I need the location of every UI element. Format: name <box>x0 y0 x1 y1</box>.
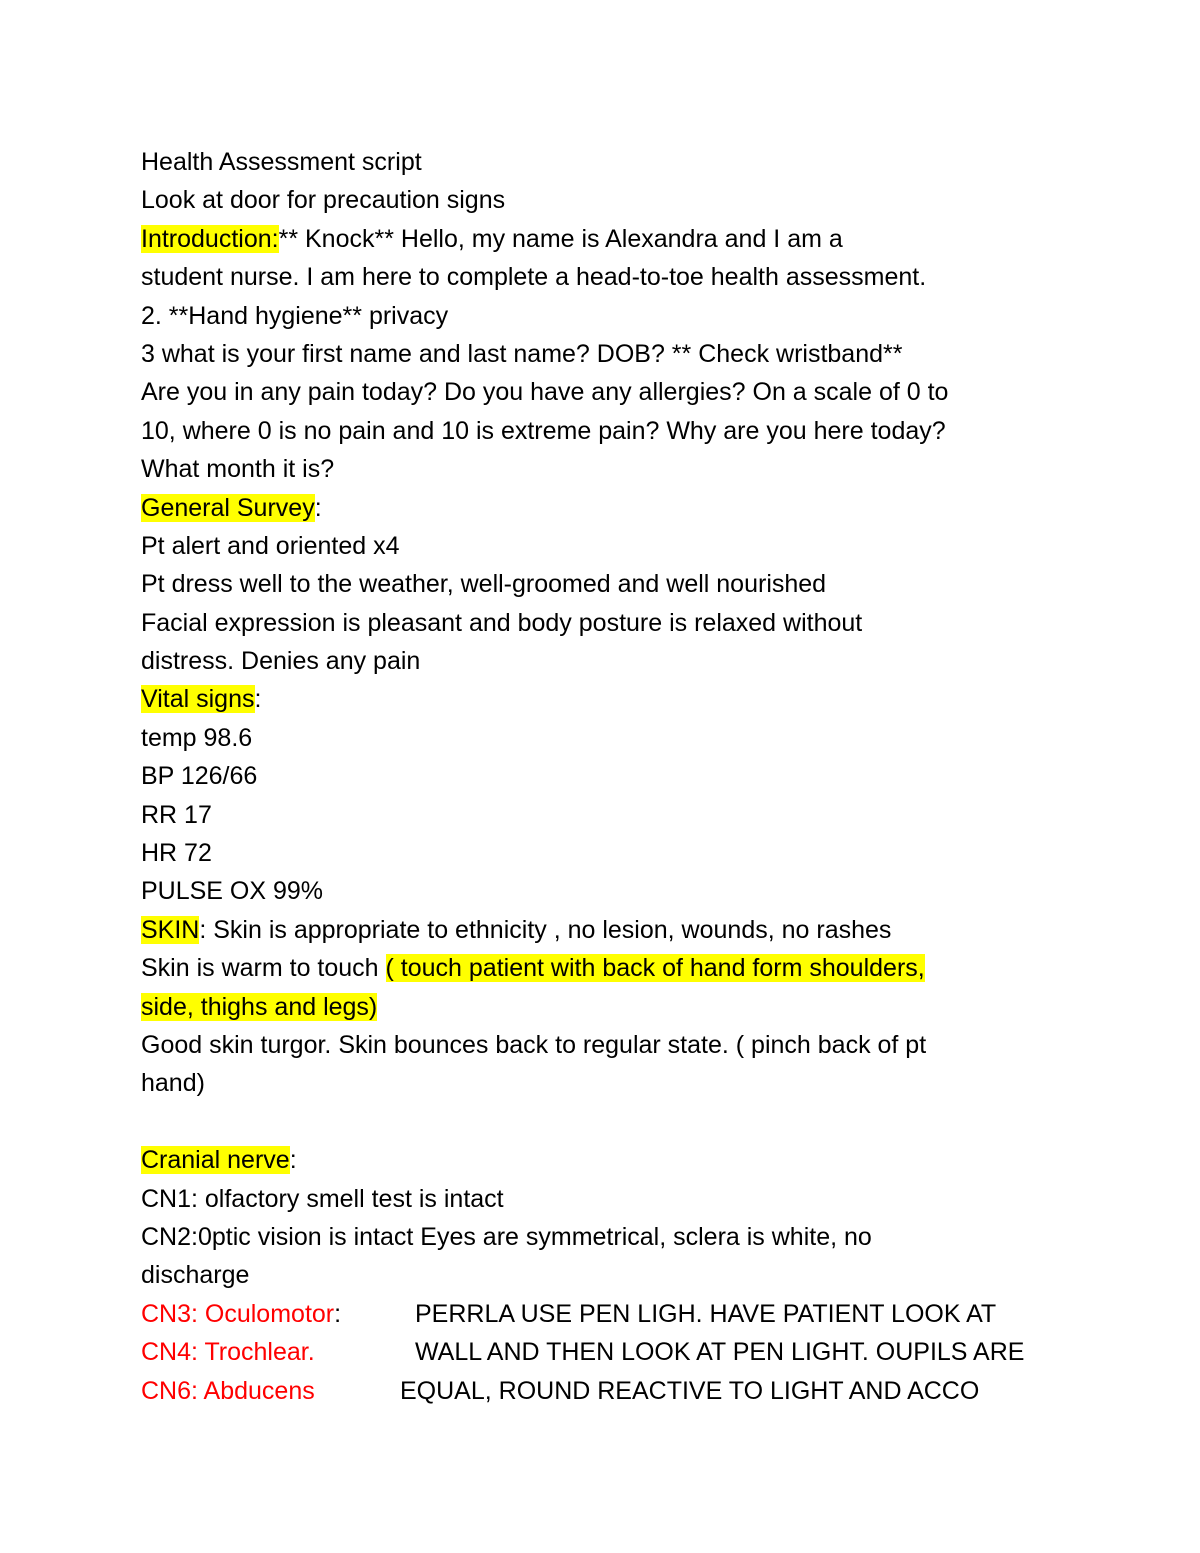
intro-line-2: student nurse. I am here to complete a head-to-toe health assessment. <box>141 263 927 292</box>
vital-bp: BP 126/66 <box>141 762 258 791</box>
cranial-nerve-colon: : <box>289 1146 297 1175</box>
vital-pulse-ox: PULSE OX 99% <box>141 877 324 906</box>
intro-line <box>141 220 1071 258</box>
skin-touch-instruction-cont: side, thighs and legs) <box>141 992 378 1021</box>
cn3-line <box>141 1295 1071 1333</box>
precaution-line: Look at door for precaution signs <box>141 186 506 215</box>
vital-signs-colon: : <box>254 685 262 714</box>
general-survey-heading-line <box>141 489 1071 527</box>
skin-touch-instruction: ( touch patient with back of hand form shoulders, <box>385 954 925 983</box>
cn4-line <box>141 1333 1071 1371</box>
vital-rr: RR 17 <box>141 800 212 829</box>
document-body <box>141 143 1071 1410</box>
question-line-3: What month it is? <box>141 455 335 484</box>
intro-heading: Introduction: <box>141 224 279 253</box>
general-survey-heading: General Survey <box>141 493 315 522</box>
general-survey-line-1: Pt alert and oriented x4 <box>141 531 400 560</box>
cn4-text: WALL AND THEN LOOK AT PEN LIGHT. OUPILS ARE <box>415 1338 1025 1367</box>
step-2-line: 2. **Hand hygiene** privacy <box>141 301 449 330</box>
skin-line-1 <box>141 911 1071 949</box>
cn3-colon: : <box>334 1299 342 1328</box>
skin-heading: SKIN <box>141 915 200 944</box>
skin-text-1: : Skin is appropriate to ethnicity , no lesion, wounds, no rashes <box>199 915 892 944</box>
cn2-line-2: discharge <box>141 1261 250 1290</box>
skin-line-5: hand) <box>141 1069 205 1098</box>
cn6-line <box>141 1372 1071 1410</box>
cn2-line: CN2:0ptic vision is intact Eyes are symmetrical, sclera is white, no <box>141 1222 872 1251</box>
vital-hr: HR 72 <box>141 839 212 868</box>
vital-temp: temp 98.6 <box>141 723 253 752</box>
step-3-line: 3 what is your first name and last name? DOB? ** Check wristband** <box>141 339 903 368</box>
spacer <box>141 1103 1071 1141</box>
question-line-2: 10, where 0 is no pain and 10 is extreme pain? Why are you here today? <box>141 416 946 445</box>
cn3-label: CN3: Oculomotor <box>141 1299 335 1328</box>
skin-line-4: Good skin turgor. Skin bounces back to regular state. ( pinch back of pt <box>141 1030 927 1059</box>
skin-line-2 <box>141 949 1071 987</box>
vital-signs-heading: Vital signs <box>141 685 255 714</box>
skin-line-3 <box>141 988 1071 1026</box>
general-survey-line-3: Facial expression is pleasant and body posture is relaxed without <box>141 608 863 637</box>
cn3-text: PERRLA USE PEN LIGH. HAVE PATIENT LOOK AT <box>415 1299 997 1328</box>
cranial-nerve-heading: Cranial nerve <box>141 1146 290 1175</box>
skin-text-2: Skin is warm to touch <box>141 954 386 983</box>
general-survey-colon: : <box>314 493 322 522</box>
general-survey-line-4: distress. Denies any pain <box>141 647 421 676</box>
cn6-text: EQUAL, ROUND REACTIVE TO LIGHT AND ACCO <box>400 1376 980 1405</box>
question-line-1: Are you in any pain today? Do you have any allergies? On a scale of 0 to <box>141 378 949 407</box>
vital-signs-heading-line <box>141 680 1071 718</box>
general-survey-line-2: Pt dress well to the weather, well-groomed and well nourished <box>141 570 827 599</box>
cn3-label-group <box>141 1295 341 1333</box>
cn6-label: CN6: Abducens <box>141 1376 315 1405</box>
document-title: Health Assessment script <box>141 148 422 176</box>
intro-text: ** Knock** Hello, my name is Alexandra and I am a <box>278 224 843 253</box>
cn4-label: CN4: Trochlear. <box>141 1338 315 1367</box>
cranial-nerve-heading-line <box>141 1141 1071 1179</box>
cn1-line: CN1: olfactory smell test is intact <box>141 1184 504 1213</box>
